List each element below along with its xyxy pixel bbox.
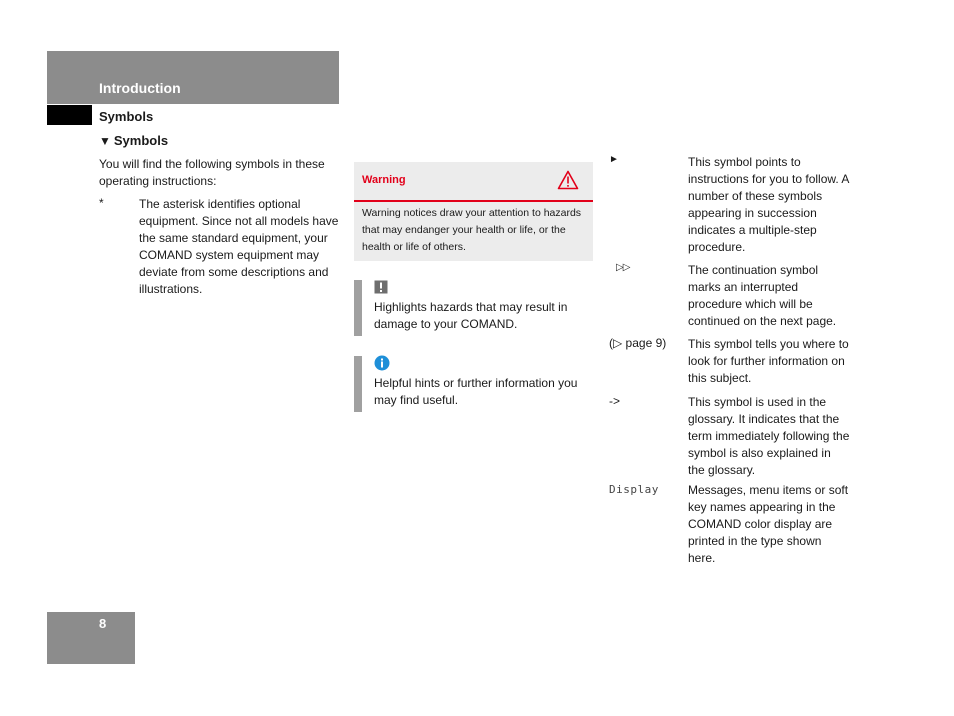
symbol-description-display: Messages, menu items or soft key names appearing in the COMAND color display are printed in the type shown here. bbox=[688, 483, 849, 565]
info-note-text: Helpful hints or further information you may find useful. bbox=[374, 376, 578, 407]
exclamation-icon bbox=[374, 280, 388, 294]
section-heading bbox=[99, 133, 168, 148]
info-note-bar bbox=[354, 356, 362, 412]
hazard-note-bar bbox=[354, 280, 362, 336]
warning-box bbox=[354, 162, 593, 261]
page-reference-symbol: (▷ page 9) bbox=[609, 336, 667, 350]
continuation-icon: ▷▷ bbox=[616, 262, 630, 273]
display-type-sample: Display bbox=[609, 483, 659, 496]
asterisk-symbol: * bbox=[99, 196, 104, 210]
glossary-arrow-symbol: -> bbox=[609, 394, 621, 408]
warning-text: Warning notices draw your attention to hazards that may endanger your health or life, or the health or life of others. bbox=[362, 207, 582, 253]
symbol-description-glossary: This symbol is used in the glossary. It indicates that the term immediately following the symbol is also explained in the glossary. bbox=[688, 395, 850, 477]
warning-label: Warning bbox=[362, 174, 406, 186]
hazard-note-text: Highlights hazards that may result in damage to your COMAND. bbox=[374, 300, 568, 331]
warning-divider bbox=[354, 200, 593, 202]
info-icon bbox=[374, 355, 390, 371]
section-heading-text: Symbols bbox=[113, 133, 169, 148]
section-tab-marker bbox=[47, 105, 92, 125]
chapter-title: Introduction bbox=[99, 80, 181, 96]
intro-text: You will find the following symbols in these operating instructions: bbox=[99, 157, 325, 188]
arrow-right-icon: ► bbox=[609, 154, 619, 165]
symbol-description-step: This symbol points to instructions for you to follow. A number of these symbols appearing in succession indicates a multiple-step procedure. bbox=[688, 155, 849, 254]
asterisk-description: The asterisk identifies optional equipment. Since not all models have the same standard equipment, your COMAND system equipment may deviate from some descriptions and illustrations. bbox=[139, 197, 339, 296]
page-number: 8 bbox=[99, 616, 107, 631]
symbol-description-continuation: The continuation symbol marks an interrupted procedure which will be continued on the next page. bbox=[688, 263, 837, 328]
symbol-description-page-reference: This symbol tells you where to look for further information on this subject. bbox=[688, 337, 849, 385]
section-subtitle: Symbols bbox=[99, 109, 154, 124]
page-number-box bbox=[47, 612, 135, 664]
warning-triangle-icon bbox=[557, 170, 579, 190]
triangle-down-icon: ▼ bbox=[99, 134, 111, 148]
header-bar bbox=[47, 51, 339, 104]
